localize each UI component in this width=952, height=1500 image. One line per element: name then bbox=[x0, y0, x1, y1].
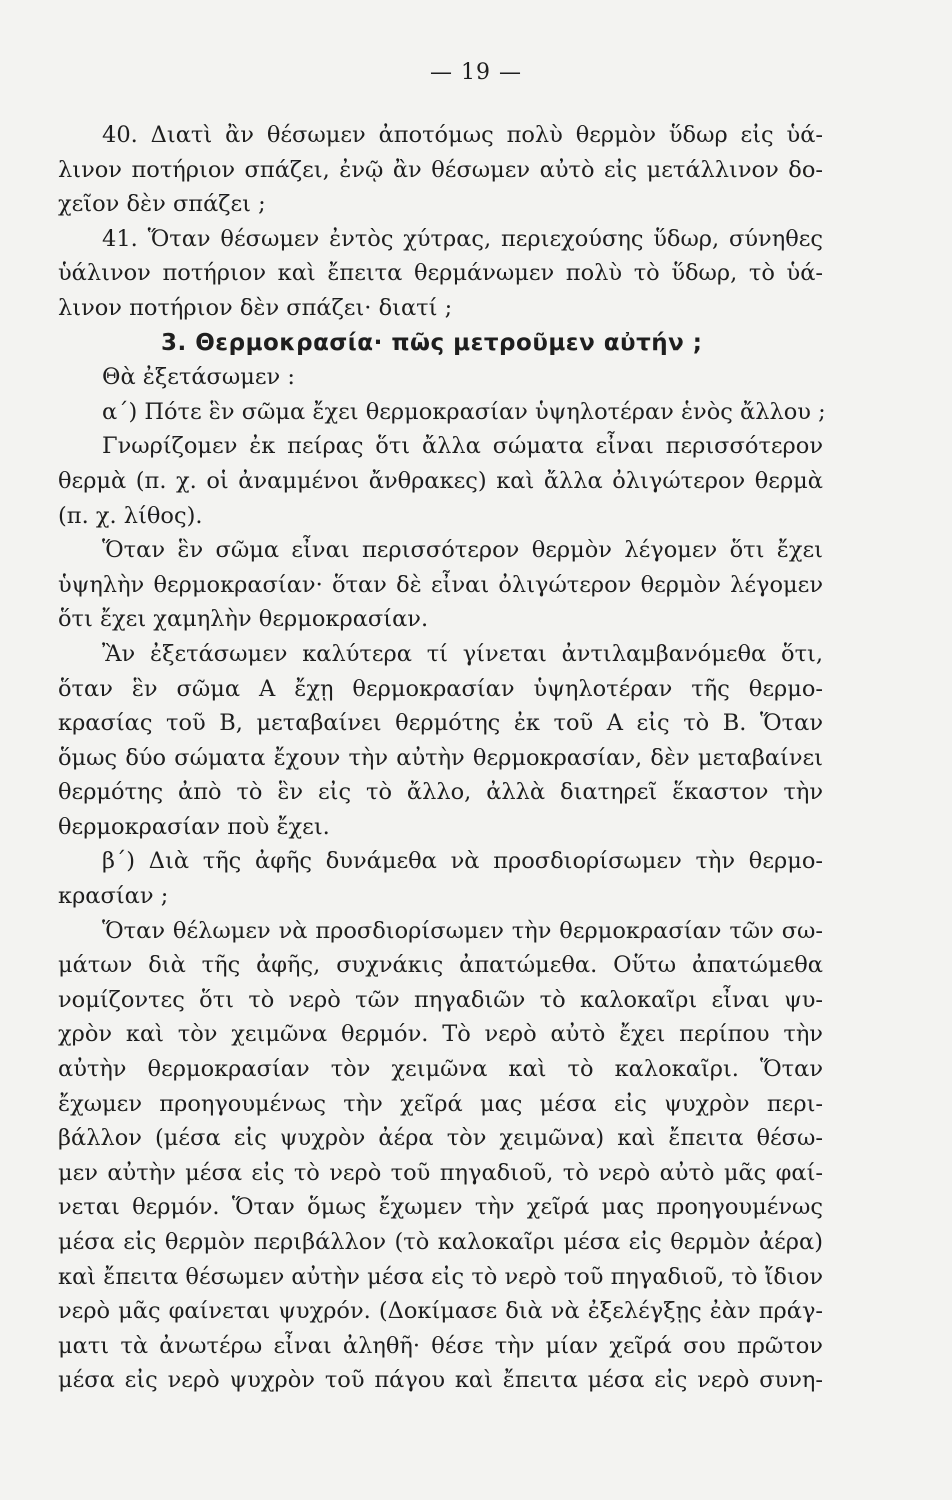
text-line: νεται θερμόν. Ὅταν ὅμως ἔχωμεν τὴν χεῖρά μας προηγουμένως bbox=[58, 1194, 823, 1221]
text-line: ὑψηλὴν θερμοκρασίαν· ὅταν δὲ εἶναι ὀλιγώτερον θερμὸν λέγομεν bbox=[58, 571, 823, 598]
text-line: Ὅταν θέλωμεν νὰ προσδιορίσωμεν τὴν θερμοκρασίαν τῶν σω- bbox=[102, 917, 823, 944]
text-line: λινον ποτήριον δὲν σπάζει· διατί ; bbox=[58, 294, 453, 321]
text-line: Θὰ ἐξετάσωμεν : bbox=[102, 364, 295, 391]
text-line: κρασίαν ; bbox=[58, 883, 169, 910]
text-line: ὑάλινον ποτήριον καὶ ἔπειτα θερμάνωμεν πολὺ τὸ ὕδωρ, τὸ ὑά- bbox=[58, 260, 823, 287]
text-line: Ἂν ἐξετάσωμεν καλύτερα τί γίνεται ἀντιλαμβανόμεθα ὅτι, bbox=[102, 640, 823, 667]
text-line: μέσα εἰς νερὸ ψυχρὸν τοῦ πάγου καὶ ἔπειτα μέσα εἰς νερὸ συνη- bbox=[58, 1367, 823, 1394]
page-number: — 19 — bbox=[430, 60, 522, 85]
question-40-line: 40. Διατὶ ἂν θέσωμεν ἀποτόμως πολὺ θερμὸν ὕδωρ εἰς ὑά- bbox=[102, 122, 823, 148]
text-line: αὐτὴν θερμοκρασίαν τὸν χειμῶνα καὶ τὸ καλοκαῖρι. Ὅταν bbox=[58, 1056, 823, 1083]
text-line: ἔχωμεν προηγουμένως τὴν χεῖρά μας μέσα εἰς ψυχρὸν περι- bbox=[58, 1090, 823, 1117]
text-line: (π. χ. λίθος). bbox=[58, 502, 203, 529]
text-line: θερμότης ἀπὸ τὸ ἓν εἰς τὸ ἄλλο, ἀλλὰ διατηρεῖ ἕκαστον τὴν bbox=[58, 779, 823, 806]
text-line: ὅταν ἓν σῶμα Α ἔχῃ θερμοκρασίαν ὑψηλοτέραν τῆς θερμο- bbox=[58, 675, 823, 702]
text-line: λινον ποτήριον σπάζει, ἐνῷ ἂν θέσωμεν αὐτὸ εἰς μετάλλινον δο- bbox=[58, 156, 823, 183]
text-line: μέσα εἰς θερμὸν περιβάλλον (τὸ καλοκαῖρι μέσα εἰς θερμὸν ἀέρα) bbox=[58, 1229, 823, 1255]
text-line: ματι τὰ ἀνωτέρω εἶναι ἀληθῆ· θέσε τὴν μίαν χεῖρά σου πρῶτον bbox=[58, 1332, 823, 1359]
section-heading: 3. Θερμοκρασία· πῶς μετροῦμεν αὐτήν ; bbox=[161, 329, 703, 356]
text-line: θερμοκρασίαν ποὺ ἔχει. bbox=[58, 813, 330, 840]
text-line: θερμὰ (π. χ. οἱ ἀναμμένοι ἄνθρακες) καὶ ἄλλα ὀλιγώτερον θερμὰ bbox=[58, 467, 823, 494]
text-line: μάτων διὰ τῆς ἀφῆς, συχνάκις ἀπατώμεθα. Οὕτω ἀπατώμεθα bbox=[58, 952, 823, 979]
text-line: βάλλον (μέσα εἰς ψυχρὸν ἀέρα τὸν χειμῶνα) καὶ ἔπειτα θέσω- bbox=[58, 1125, 823, 1152]
text-line: χρὸν καὶ τὸν χειμῶνα θερμόν. Τὸ νερὸ αὐτὸ ἔχει περίπου τὴν bbox=[58, 1021, 823, 1048]
text-line: ὅτι ἔχει χαμηλὴν θερμοκρασίαν. bbox=[58, 606, 429, 633]
text-line: κρασίας τοῦ Β, μεταβαίνει θερμότης ἐκ τοῦ Α εἰς τὸ Β. Ὅταν bbox=[58, 710, 823, 737]
text-line: Ὅταν ἓν σῶμα εἶναι περισσότερον θερμὸν λέγομεν ὅτι ἔχει bbox=[102, 537, 823, 564]
question-41-line: 41. Ὅταν θέσωμεν ἐντὸς χύτρας, περιεχούσης ὕδωρ, σύνηθες bbox=[102, 225, 823, 252]
text-line: καὶ ἔπειτα θέσωμεν αὐτὴν μέσα εἰς τὸ νερὸ τοῦ πηγαδιοῦ, τὸ ἴδιον bbox=[58, 1263, 823, 1290]
text-line: χεῖον δὲν σπάζει ; bbox=[58, 191, 266, 218]
subsection-b-line: β΄) Διὰ τῆς ἀφῆς δυνάμεθα νὰ προσδιορίσωμεν τὴν θερμο- bbox=[102, 848, 823, 875]
text-line: νομίζοντες ὅτι τὸ νερὸ τῶν πηγαδιῶν τὸ καλοκαῖρι εἶναι ψυ- bbox=[58, 986, 823, 1013]
text-line: Γνωρίζομεν ἐκ πείρας ὅτι ἄλλα σώματα εἶναι περισσότερον bbox=[102, 433, 823, 460]
text-line: μεν αὐτὴν μέσα εἰς τὸ νερὸ τοῦ πηγαδιοῦ, τὸ νερὸ αὐτὸ μᾶς φαί- bbox=[58, 1159, 823, 1186]
text-line: ὅμως δύο σώματα ἔχουν τὴν αὐτὴν θερμοκρασίαν, δὲν μεταβαίνει bbox=[58, 744, 823, 771]
text-line: νερὸ μᾶς φαίνεται ψυχρόν. (Δοκίμασε διὰ νὰ ἐξελέγξῃς ἐὰν πράγ- bbox=[58, 1298, 823, 1325]
body-text bbox=[58, 118, 826, 1398]
subsection-a-line: α΄) Πότε ἓν σῶμα ἔχει θερμοκρασίαν ὑψηλοτέραν ἑνὸς ἄλλου ; bbox=[102, 398, 826, 425]
